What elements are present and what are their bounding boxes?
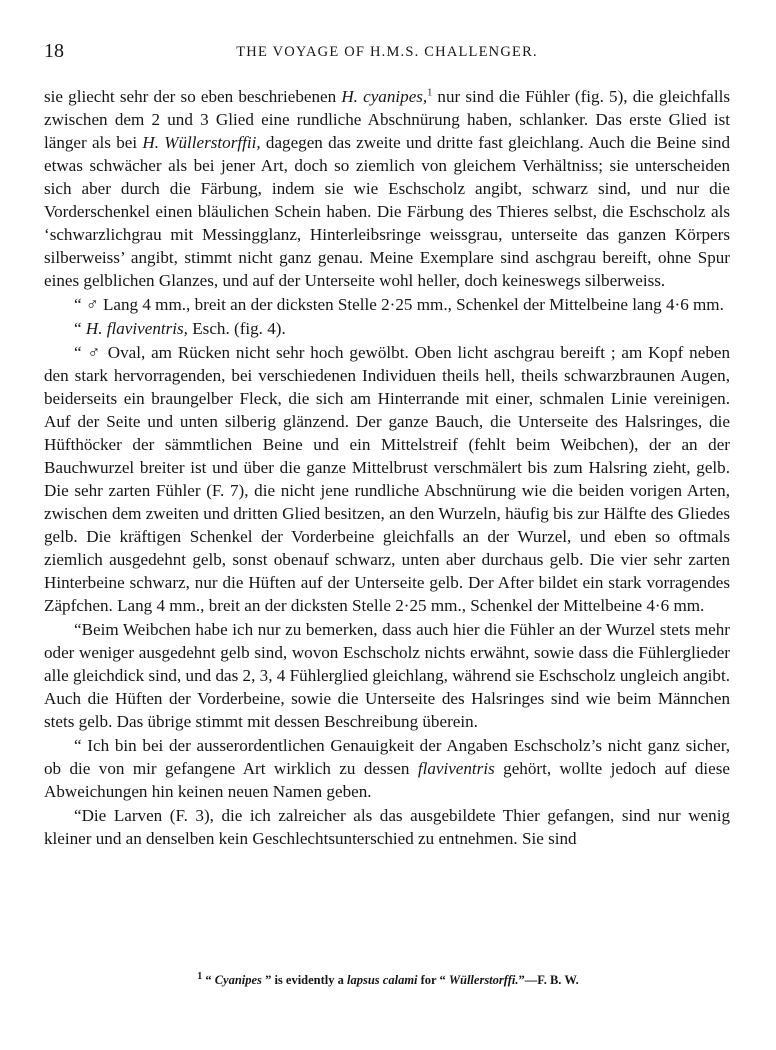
paragraph: “ Ich bin bei der ausserordentlichen Genauigkeit der Angaben Eschscholz’s nicht ganz sicher, ob die von mir gefangene Art wirklich zu dessen flaviventris gehört, wollte jedoch auf diese Abweichungen hin keinen neuen Namen geben. [44, 736, 730, 801]
running-head [44, 40, 730, 66]
paragraph: “ ♂ Lang 4 mm., breit an der dicksten Stelle 2·25 mm., Schenkel der Mittelbeine lang 4·6 mm. [74, 295, 724, 314]
paragraph: sie gliecht sehr der so eben beschriebenen H. cyanipes,$^1$ nur sind die Fühler (fig. 5), die gleichfalls zwischen dem 2 und 3 Glied eine rundliche Abschnürung haben, schlanker. Das erste Glied ist länger als bei H. Wüllerstorffii, dagegen das zweite und dritte fast gleichlang. Auch die Beine sind etwas schwächer als bei jener Art, doch so ziemlich von gleichem Verhältniss; sie unterscheiden sich aber durch die Färbung, indem sie wie Eschscholz angibt, schwarz sind, und nur die Vorderschenkel einen bläulichen Schein haben. Die Färbung des Thieres selbst, die Eschscholz als ‘schwarzlichgrau mit Messingglanz, Hinterleibsringe weissgrau, unterseite das ganzen Körpers silberweiss’ angibt, stimmt nicht ganz genau. Meine Exemplare sind aschgrau bereift, ohne Spur eines gelblichen Glanzes, und auf der Unterseite wohl heller, doch keineswegs silberweiss. [44, 87, 731, 290]
paragraph: “Beim Weibchen habe ich nur zu bemerken, dass auch hier die Fühler an der Wurzel stets mehr oder weniger ausgedehnt gelb sind, wovon Eschscholz nichts erwähnt, sowie dass die Fühlerglieder alle gleichdick sind, und das 2, 3, 4 Fühlerglied gleichlang, während sie Eschscholz ungleich angibt. Auch die Hüften der Vorderbeine, sowie die Unterseite des Halsringes sind wie beim Männchen stets gelb. Das übrige stimmt mit dessen Beschreibung überein. [44, 620, 730, 731]
page-number: 18 [44, 40, 64, 62]
running-title: THE VOYAGE OF H.M.S. CHALLENGER. [236, 44, 538, 60]
paragraph: “Die Larven (F. 3), die ich zalreicher als das ausgebildete Thier gefangen, sind nur wenig kleiner und an denselben kein Geschlechtsunterschied zu entnehmen. Sie sind [44, 806, 730, 848]
species-heading: “ H. flaviventris, Esch. (fig. 4). [74, 319, 286, 338]
body-text [44, 85, 730, 851]
paragraph: “ ♂ Oval, am Rücken nicht sehr hoch gewölbt. Oben licht aschgrau bereift ; am Kopf neben den stark hervorragenden, bei verschiedenen Individuen theils hell, theils schwarzbraunen Augen, beiderseits ein braungelber Fleck, die sich am Hinterrande mit einer, schmalen Linie vereinigen. Auf der Seite und unten silberig glänzend. Der ganze Bauch, die Unterseite des Halsringes, die Hüfthöcker der sämmtlichen Beine und ein Mittelstreif (fehlt beim Weibchen), der an der Bauchwurzel breiter ist und über die ganze Mittelbrust verschmälert bis zum Halsring zieht, gelb. Die sehr zarten Fühler (F. 7), die nicht jene rundliche Abschnürung wie die beiden vorigen Arten, zwischen dem zweiten und dritten Glied besitzen, an den Wurzeln, häufig bis zur Hälfte des Gliedes gelb. Die kräftigen Schenkel der Vorderbeine gleichfalls an der Wurzel, und eben so oftmals ziemlich ausgedehnt gelb, sonst obenauf schwarz, unten aber durchaus gelb. Die vier sehr zarten Hinterbeine schwarz, nur die Hüften auf der Unterseite gelb. Der After bildet ein stark vorragendes Zäpfchen. Lang 4 mm., breit an der dicksten Stelle 2·25 mm., Schenkel der Mittelbeine 4·6 mm. [44, 343, 730, 615]
footnote: $^1$ “ Cyanipes ” is evidently a lapsus calami for “ Wüllerstorffi.”—F. B. W. [197, 970, 579, 987]
